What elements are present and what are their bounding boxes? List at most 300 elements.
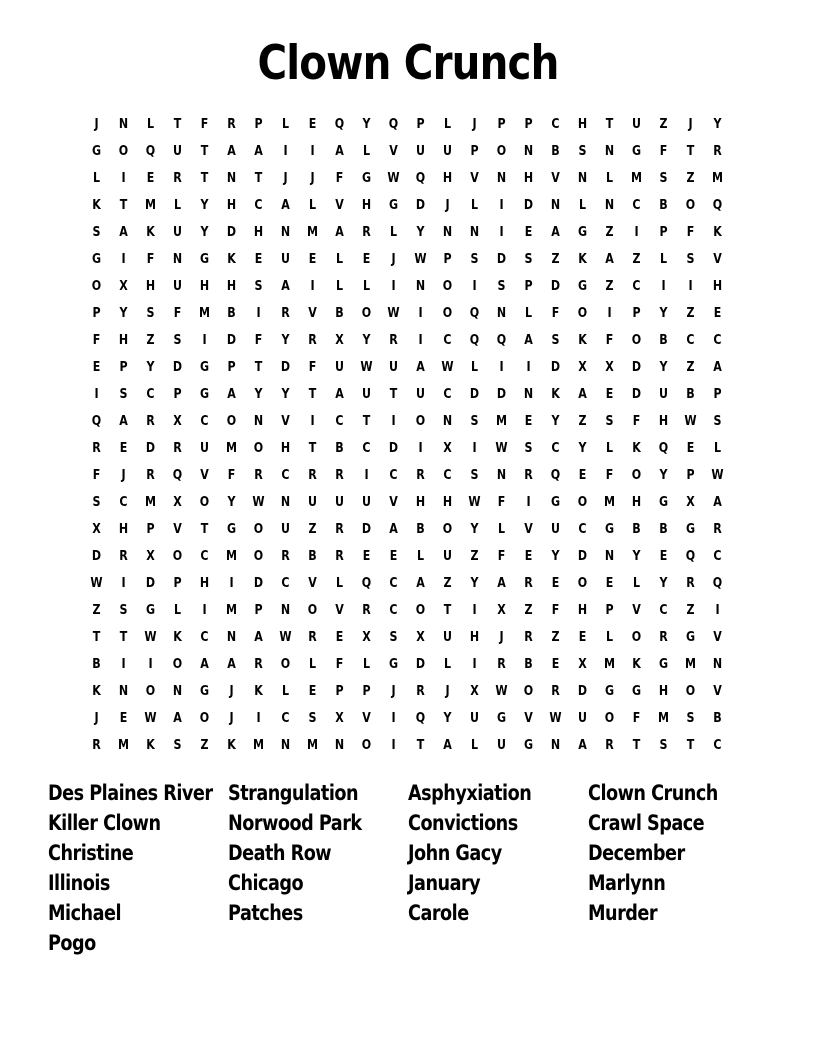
grid-letter: A: [497, 576, 506, 591]
grid-letter: P: [146, 522, 155, 537]
grid-letter: C: [443, 387, 452, 402]
word-list-item: Christine: [48, 841, 134, 865]
grid-letter: Y: [200, 225, 209, 240]
grid-letter: F: [659, 144, 668, 159]
grid-letter: Q: [469, 333, 480, 348]
grid-letter: Z: [632, 252, 641, 267]
grid-letter: P: [227, 360, 236, 375]
grid-letter: B: [92, 657, 101, 672]
grid-letter: U: [281, 522, 290, 537]
grid-letter: F: [200, 117, 209, 132]
grid-letter: C: [362, 441, 371, 456]
grid-letter: C: [281, 576, 290, 591]
grid-letter: Y: [362, 333, 371, 348]
grid-letter: D: [577, 549, 588, 564]
grid-letter: A: [578, 387, 587, 402]
grid-letter: K: [254, 684, 263, 699]
grid-letter: F: [146, 252, 155, 267]
grid-letter: X: [470, 684, 479, 699]
grid-letter: M: [145, 495, 156, 510]
grid-letter: T: [686, 144, 695, 159]
grid-letter: I: [472, 657, 477, 672]
grid-letter: Z: [659, 117, 668, 132]
grid-letter: I: [391, 279, 396, 294]
grid-letter: Y: [254, 387, 263, 402]
grid-letter: E: [605, 576, 614, 591]
grid-letter: H: [658, 684, 669, 699]
grid-letter: E: [92, 360, 101, 375]
grid-letter: C: [200, 549, 209, 564]
grid-letter: D: [523, 198, 534, 213]
grid-letter: T: [92, 630, 101, 645]
grid-letter: A: [335, 144, 344, 159]
grid-letter: O: [604, 711, 615, 726]
grid-letter: Q: [145, 144, 156, 159]
grid-letter: C: [578, 522, 587, 537]
grid-letter: V: [173, 522, 182, 537]
grid-letter: Z: [470, 549, 479, 564]
grid-letter: O: [631, 630, 642, 645]
grid-letter: S: [686, 711, 695, 726]
grid-letter: P: [497, 117, 506, 132]
grid-letter: R: [308, 333, 317, 348]
grid-letter: I: [634, 225, 639, 240]
grid-letter: N: [604, 144, 615, 159]
grid-letter: T: [119, 630, 128, 645]
grid-letter: H: [226, 279, 237, 294]
grid-letter: E: [524, 414, 533, 429]
grid-letter: U: [416, 144, 425, 159]
grid-letter: M: [307, 738, 318, 753]
grid-letter: Z: [443, 576, 452, 591]
grid-letter: E: [551, 576, 560, 591]
grid-letter: T: [200, 144, 209, 159]
grid-letter: N: [118, 117, 129, 132]
word-list-item: Norwood Park: [228, 811, 362, 835]
grid-letter: S: [524, 252, 533, 267]
grid-letter: I: [121, 171, 126, 186]
grid-letter: G: [577, 225, 588, 240]
grid-letter: L: [335, 279, 344, 294]
grid-letter: I: [472, 441, 477, 456]
grid-letter: D: [226, 225, 237, 240]
grid-letter: O: [523, 684, 534, 699]
grid-letter: C: [551, 441, 560, 456]
grid-letter: O: [631, 468, 642, 483]
grid-letter: R: [524, 576, 533, 591]
grid-letter: L: [524, 306, 533, 321]
grid-letter: W: [144, 630, 157, 645]
grid-letter: R: [362, 603, 371, 618]
grid-letter: P: [335, 684, 344, 699]
grid-letter: I: [418, 306, 423, 321]
grid-letter: D: [145, 441, 156, 456]
grid-letter: Z: [200, 738, 209, 753]
grid-letter: S: [470, 414, 479, 429]
grid-letter: S: [524, 441, 533, 456]
grid-letter: F: [632, 414, 641, 429]
grid-letter: J: [121, 468, 126, 483]
grid-letter: P: [605, 603, 614, 618]
grid-letter: K: [146, 225, 155, 240]
grid-letter: Y: [659, 468, 668, 483]
grid-letter: S: [173, 333, 182, 348]
grid-letter: Q: [469, 306, 480, 321]
grid-letter: L: [470, 198, 479, 213]
grid-letter: P: [470, 144, 479, 159]
grid-letter: H: [361, 198, 372, 213]
grid-letter: W: [414, 252, 427, 267]
grid-letter: B: [632, 522, 641, 537]
grid-letter: L: [632, 576, 641, 591]
grid-letter: U: [632, 117, 641, 132]
grid-letter: V: [632, 603, 641, 618]
word-list-item: Illinois: [48, 871, 110, 895]
grid-letter: S: [119, 603, 128, 618]
grid-letter: Q: [496, 333, 507, 348]
grid-letter: R: [173, 441, 182, 456]
grid-letter: I: [94, 387, 99, 402]
grid-letter: L: [335, 252, 344, 267]
grid-letter: T: [605, 117, 614, 132]
grid-letter: F: [92, 468, 101, 483]
grid-letter: P: [713, 387, 722, 402]
grid-letter: I: [499, 198, 504, 213]
grid-letter: U: [335, 495, 344, 510]
word-list-item: Clown Crunch: [588, 781, 718, 805]
grid-letter: C: [443, 333, 452, 348]
grid-letter: N: [415, 279, 426, 294]
grid-letter: G: [685, 522, 696, 537]
grid-letter: Y: [119, 306, 128, 321]
grid-letter: L: [173, 603, 182, 618]
grid-letter: A: [200, 657, 209, 672]
grid-letter: X: [119, 279, 128, 294]
grid-letter: I: [310, 414, 315, 429]
grid-letter: C: [389, 468, 398, 483]
grid-letter: Z: [308, 522, 317, 537]
grid-letter: R: [416, 468, 425, 483]
grid-letter: O: [226, 414, 237, 429]
grid-letter: Y: [470, 576, 479, 591]
grid-letter: D: [253, 576, 264, 591]
grid-letter: X: [578, 657, 587, 672]
grid-letter: G: [199, 360, 210, 375]
grid-letter: Z: [686, 306, 695, 321]
grid-letter: L: [173, 198, 182, 213]
grid-letter: S: [308, 711, 317, 726]
grid-letter: F: [335, 171, 344, 186]
grid-letter: I: [688, 279, 693, 294]
grid-letter: S: [146, 306, 155, 321]
grid-letter: R: [119, 549, 128, 564]
grid-letter: L: [605, 630, 614, 645]
grid-letter: N: [226, 171, 237, 186]
grid-letter: Z: [605, 279, 614, 294]
grid-letter: H: [199, 279, 210, 294]
grid-letter: G: [631, 684, 642, 699]
grid-letter: R: [227, 117, 236, 132]
grid-letter: G: [199, 252, 210, 267]
grid-letter: N: [442, 414, 453, 429]
grid-letter: X: [173, 414, 182, 429]
grid-letter: W: [144, 711, 157, 726]
grid-letter: Y: [443, 711, 452, 726]
grid-letter: I: [310, 279, 315, 294]
grid-letter: S: [686, 252, 695, 267]
grid-letter: Y: [659, 576, 668, 591]
grid-letter: J: [94, 711, 99, 726]
grid-letter: S: [497, 279, 506, 294]
grid-letter: L: [281, 117, 290, 132]
grid-letter: U: [173, 279, 182, 294]
grid-letter: X: [173, 495, 182, 510]
grid-letter: H: [145, 279, 156, 294]
grid-letter: N: [577, 171, 588, 186]
grid-letter: S: [119, 387, 128, 402]
grid-letter: X: [686, 495, 695, 510]
grid-letter: I: [472, 279, 477, 294]
grid-letter: T: [200, 171, 209, 186]
grid-letter: V: [713, 252, 722, 267]
grid-letter: H: [712, 279, 723, 294]
grid-letter: I: [121, 657, 126, 672]
grid-letter: K: [173, 630, 182, 645]
grid-letter: U: [362, 495, 371, 510]
grid-letter: Y: [281, 333, 290, 348]
grid-letter: Q: [172, 468, 183, 483]
grid-letter: L: [308, 198, 317, 213]
grid-letter: T: [119, 198, 128, 213]
grid-letter: T: [389, 387, 398, 402]
grid-letter: I: [418, 333, 423, 348]
grid-letter: A: [281, 279, 290, 294]
grid-letter: P: [119, 360, 128, 375]
grid-letter: C: [146, 387, 155, 402]
grid-letter: V: [389, 495, 398, 510]
grid-letter: D: [577, 684, 588, 699]
grid-letter: W: [90, 576, 103, 591]
grid-letter: C: [551, 117, 560, 132]
grid-letter: U: [578, 711, 587, 726]
grid-letter: P: [254, 603, 263, 618]
grid-letter: C: [443, 468, 452, 483]
grid-letter: L: [362, 279, 371, 294]
grid-letter: L: [443, 117, 452, 132]
grid-letter: C: [713, 333, 722, 348]
grid-letter: P: [173, 387, 182, 402]
grid-letter: G: [388, 657, 399, 672]
grid-letter: F: [308, 360, 317, 375]
grid-letter: W: [252, 495, 265, 510]
grid-letter: U: [200, 441, 209, 456]
grid-letter: J: [229, 711, 234, 726]
grid-letter: O: [442, 522, 453, 537]
grid-letter: G: [631, 144, 642, 159]
grid-letter: X: [362, 630, 371, 645]
grid-letter: L: [605, 171, 614, 186]
grid-letter: X: [605, 360, 614, 375]
grid-letter: Y: [578, 441, 587, 456]
grid-letter: E: [659, 549, 668, 564]
grid-letter: H: [199, 576, 210, 591]
grid-letter: N: [442, 225, 453, 240]
grid-letter: T: [200, 522, 209, 537]
grid-letter: X: [416, 630, 425, 645]
word-list-item: Patches: [228, 901, 303, 925]
grid-letter: P: [524, 279, 533, 294]
grid-letter: N: [523, 144, 534, 159]
grid-letter: T: [254, 360, 263, 375]
grid-letter: U: [497, 738, 506, 753]
grid-letter: D: [172, 360, 183, 375]
grid-letter: Z: [686, 360, 695, 375]
grid-letter: I: [148, 657, 153, 672]
grid-letter: D: [145, 576, 156, 591]
grid-letter: N: [469, 225, 480, 240]
grid-letter: J: [445, 684, 450, 699]
word-list-item: January: [408, 871, 481, 895]
grid-letter: P: [659, 225, 668, 240]
grid-letter: H: [658, 414, 669, 429]
grid-letter: N: [118, 684, 129, 699]
grid-letter: U: [335, 360, 344, 375]
grid-letter: M: [118, 738, 129, 753]
grid-letter: U: [362, 387, 371, 402]
grid-letter: H: [253, 225, 264, 240]
grid-letter: N: [496, 171, 507, 186]
grid-letter: I: [229, 576, 234, 591]
grid-letter: H: [577, 603, 588, 618]
grid-letter: G: [604, 522, 615, 537]
grid-letter: J: [445, 198, 450, 213]
grid-letter: Z: [551, 630, 560, 645]
grid-letter: W: [279, 630, 292, 645]
grid-letter: L: [308, 657, 317, 672]
grid-letter: N: [253, 414, 264, 429]
grid-letter: U: [443, 630, 452, 645]
grid-letter: F: [497, 549, 506, 564]
grid-letter: G: [685, 630, 696, 645]
grid-letter: F: [605, 333, 614, 348]
grid-letter: T: [254, 171, 263, 186]
grid-letter: F: [605, 468, 614, 483]
grid-letter: F: [632, 711, 641, 726]
grid-letter: M: [145, 198, 156, 213]
grid-letter: U: [443, 144, 452, 159]
grid-letter: Z: [146, 333, 155, 348]
grid-letter: U: [308, 495, 317, 510]
grid-letter: T: [443, 603, 452, 618]
grid-letter: Y: [227, 495, 236, 510]
grid-letter: W: [360, 360, 373, 375]
grid-letter: N: [334, 738, 345, 753]
grid-letter: I: [364, 468, 369, 483]
grid-letter: A: [173, 711, 182, 726]
grid-letter: Q: [388, 117, 399, 132]
grid-letter: H: [118, 522, 129, 537]
grid-letter: L: [362, 657, 371, 672]
grid-letter: H: [226, 198, 237, 213]
grid-letter: M: [226, 441, 237, 456]
grid-letter: C: [119, 495, 128, 510]
grid-letter: S: [254, 279, 263, 294]
grid-letter: I: [661, 279, 666, 294]
grid-letter: E: [119, 441, 128, 456]
grid-letter: G: [496, 711, 507, 726]
grid-letter: D: [496, 387, 507, 402]
grid-letter: R: [254, 657, 263, 672]
grid-letter: A: [416, 576, 425, 591]
grid-letter: I: [472, 603, 477, 618]
word-list-item: Killer Clown: [48, 811, 161, 835]
grid-letter: J: [283, 171, 288, 186]
grid-letter: U: [173, 225, 182, 240]
grid-letter: H: [469, 630, 480, 645]
grid-letter: I: [202, 333, 207, 348]
grid-letter: V: [524, 522, 533, 537]
grid-letter: L: [470, 738, 479, 753]
grid-letter: H: [442, 171, 453, 186]
grid-letter: T: [308, 387, 317, 402]
grid-letter: M: [604, 657, 615, 672]
grid-letter: I: [391, 711, 396, 726]
grid-letter: L: [281, 684, 290, 699]
grid-letter: L: [389, 225, 398, 240]
grid-letter: N: [604, 198, 615, 213]
grid-letter: G: [361, 171, 372, 186]
grid-letter: L: [335, 576, 344, 591]
grid-letter: Y: [551, 414, 560, 429]
grid-letter: C: [200, 414, 209, 429]
grid-letter: Q: [658, 441, 669, 456]
word-list: [48, 778, 768, 958]
grid-letter: S: [713, 414, 722, 429]
grid-letter: B: [713, 711, 722, 726]
grid-letter: R: [281, 306, 290, 321]
word-list-item: Chicago: [228, 871, 304, 895]
grid-letter: G: [199, 387, 210, 402]
grid-letter: E: [686, 441, 695, 456]
grid-letter: O: [145, 684, 156, 699]
grid-letter: Z: [551, 252, 560, 267]
word-list-item: Marlynn: [588, 871, 666, 895]
grid-letter: E: [578, 468, 587, 483]
grid-letter: I: [310, 144, 315, 159]
grid-letter: R: [281, 549, 290, 564]
grid-letter: G: [658, 657, 669, 672]
grid-letter: F: [254, 333, 263, 348]
grid-letter: D: [469, 387, 480, 402]
grid-letter: Z: [686, 603, 695, 618]
grid-letter: L: [497, 522, 506, 537]
word-list-item: Strangulation: [228, 781, 359, 805]
grid-letter: A: [551, 225, 560, 240]
grid-letter: R: [335, 468, 344, 483]
word-list-item: Asphyxiation: [408, 781, 532, 805]
grid-letter: A: [605, 252, 614, 267]
grid-letter: F: [551, 306, 560, 321]
grid-letter: K: [227, 252, 236, 267]
grid-letter: C: [632, 198, 641, 213]
grid-letter: S: [659, 738, 668, 753]
grid-letter: M: [685, 657, 696, 672]
grid-letter: F: [686, 225, 695, 240]
grid-letter: R: [524, 630, 533, 645]
grid-letter: D: [280, 360, 291, 375]
grid-letter: R: [146, 414, 155, 429]
grid-letter: L: [713, 441, 722, 456]
